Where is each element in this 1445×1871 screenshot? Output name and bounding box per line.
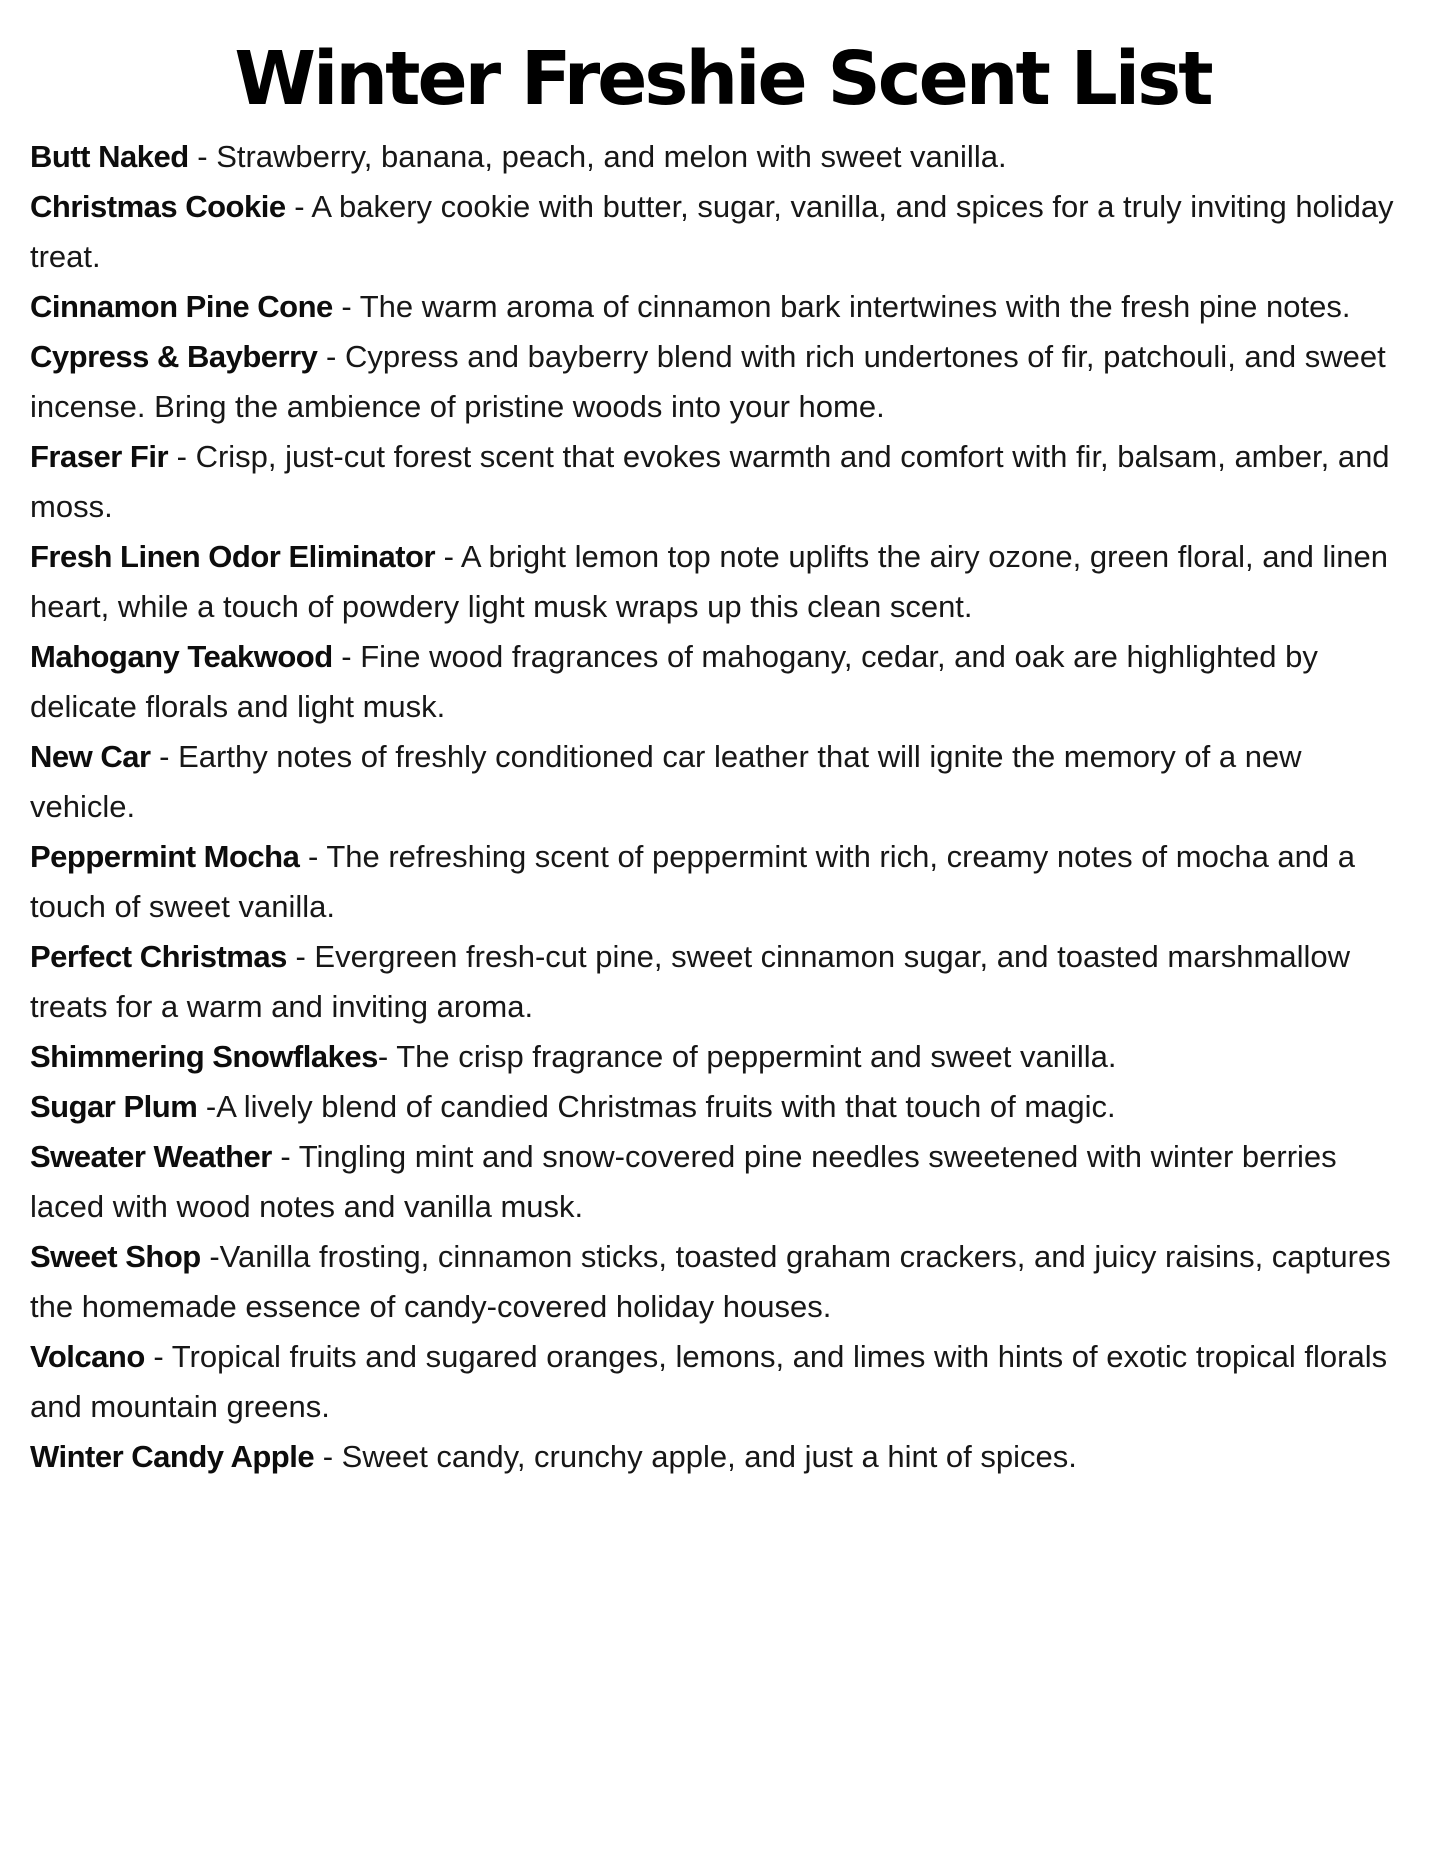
scent-description: - Tropical fruits and sugared oranges, lemons, and limes with hints of exotic tropical florals and mountain greens.: [30, 1338, 1388, 1424]
scent-description: - Evergreen fresh-cut pine, sweet cinnamon sugar, and toasted marshmallow treats for a warm and inviting aroma.: [30, 938, 1350, 1024]
scent-description: - Crisp, just-cut forest scent that evokes warmth and comfort with fir, balsam, amber, and moss.: [30, 438, 1390, 524]
scent-description: - Sweet candy, crunchy apple, and just a hint of spices.: [314, 1438, 1077, 1474]
scent-description: - Cypress and bayberry blend with rich undertones of fir, patchouli, and sweet incense. Bring the ambience of pristine woods into your home.: [30, 338, 1386, 424]
scent-item: [30, 932, 1415, 1032]
scent-item: [30, 282, 1415, 332]
scent-item: [30, 1432, 1415, 1482]
scent-name: Shimmering Snowflakes: [30, 1038, 378, 1074]
scent-description: - A bright lemon top note uplifts the airy ozone, green floral, and linen heart, while a touch of powdery light musk wraps up this clean scent.: [30, 538, 1389, 624]
scent-item: [30, 182, 1415, 282]
page-title: Winter Freshie Scent List: [234, 36, 1211, 122]
scent-name: Mahogany Teakwood: [30, 638, 333, 674]
scent-item: [30, 332, 1415, 432]
scent-name: Fraser Fir: [30, 438, 169, 474]
scent-name: Sugar Plum: [30, 1088, 198, 1124]
scent-description: - Earthy notes of freshly conditioned car leather that will ignite the memory of a new vehicle.: [30, 738, 1302, 824]
scent-description: - The warm aroma of cinnamon bark intertwines with the fresh pine notes.: [332, 288, 1351, 324]
scent-name: Fresh Linen Odor Eliminator: [30, 538, 436, 574]
scent-description: - The crisp fragrance of peppermint and sweet vanilla.: [377, 1038, 1117, 1074]
scent-name: Peppermint Mocha: [30, 838, 300, 874]
scent-item: [30, 132, 1415, 182]
scent-item: [30, 432, 1415, 532]
scent-list: [30, 132, 1415, 1482]
scent-item: [30, 1332, 1415, 1432]
scent-item: [30, 832, 1415, 932]
scent-name: Winter Candy Apple: [30, 1438, 315, 1474]
scent-item: [30, 1082, 1415, 1132]
scent-description: - Strawberry, banana, peach, and melon with sweet vanilla.: [188, 138, 1007, 174]
scent-description: - Tingling mint and snow-covered pine needles sweetened with winter berries laced with wood notes and vanilla musk.: [30, 1138, 1337, 1224]
scent-description: - A bakery cookie with butter, sugar, vanilla, and spices for a truly inviting holiday treat.: [30, 188, 1394, 274]
scent-item: [30, 1232, 1415, 1332]
scent-name: Sweet Shop: [30, 1238, 201, 1274]
scent-item: [30, 1032, 1415, 1082]
scent-name: Cypress & Bayberry: [30, 338, 318, 374]
scent-name: Cinnamon Pine Cone: [30, 288, 333, 324]
scent-item: [30, 532, 1415, 632]
scent-item: [30, 1132, 1415, 1232]
scent-description: -A lively blend of candied Christmas fruits with that touch of magic.: [197, 1088, 1116, 1124]
scent-description: - The refreshing scent of peppermint with rich, creamy notes of mocha and a touch of sweet vanilla.: [30, 838, 1355, 924]
scent-description: -Vanilla frosting, cinnamon sticks, toasted graham crackers, and juicy raisins, captures the homemade essence of candy-covered holiday houses.: [30, 1238, 1391, 1324]
scent-item: [30, 732, 1415, 832]
scent-name: New Car: [30, 738, 151, 774]
scent-name: Perfect Christmas: [30, 938, 287, 974]
scent-name: Volcano: [30, 1338, 145, 1374]
scent-item: [30, 632, 1415, 732]
scent-description: - Fine wood fragrances of mahogany, cedar, and oak are highlighted by delicate florals and light musk.: [30, 638, 1318, 724]
scent-name: Christmas Cookie: [30, 188, 286, 224]
scent-name: Sweater Weather: [30, 1138, 272, 1174]
scent-name: Butt Naked: [30, 138, 189, 174]
